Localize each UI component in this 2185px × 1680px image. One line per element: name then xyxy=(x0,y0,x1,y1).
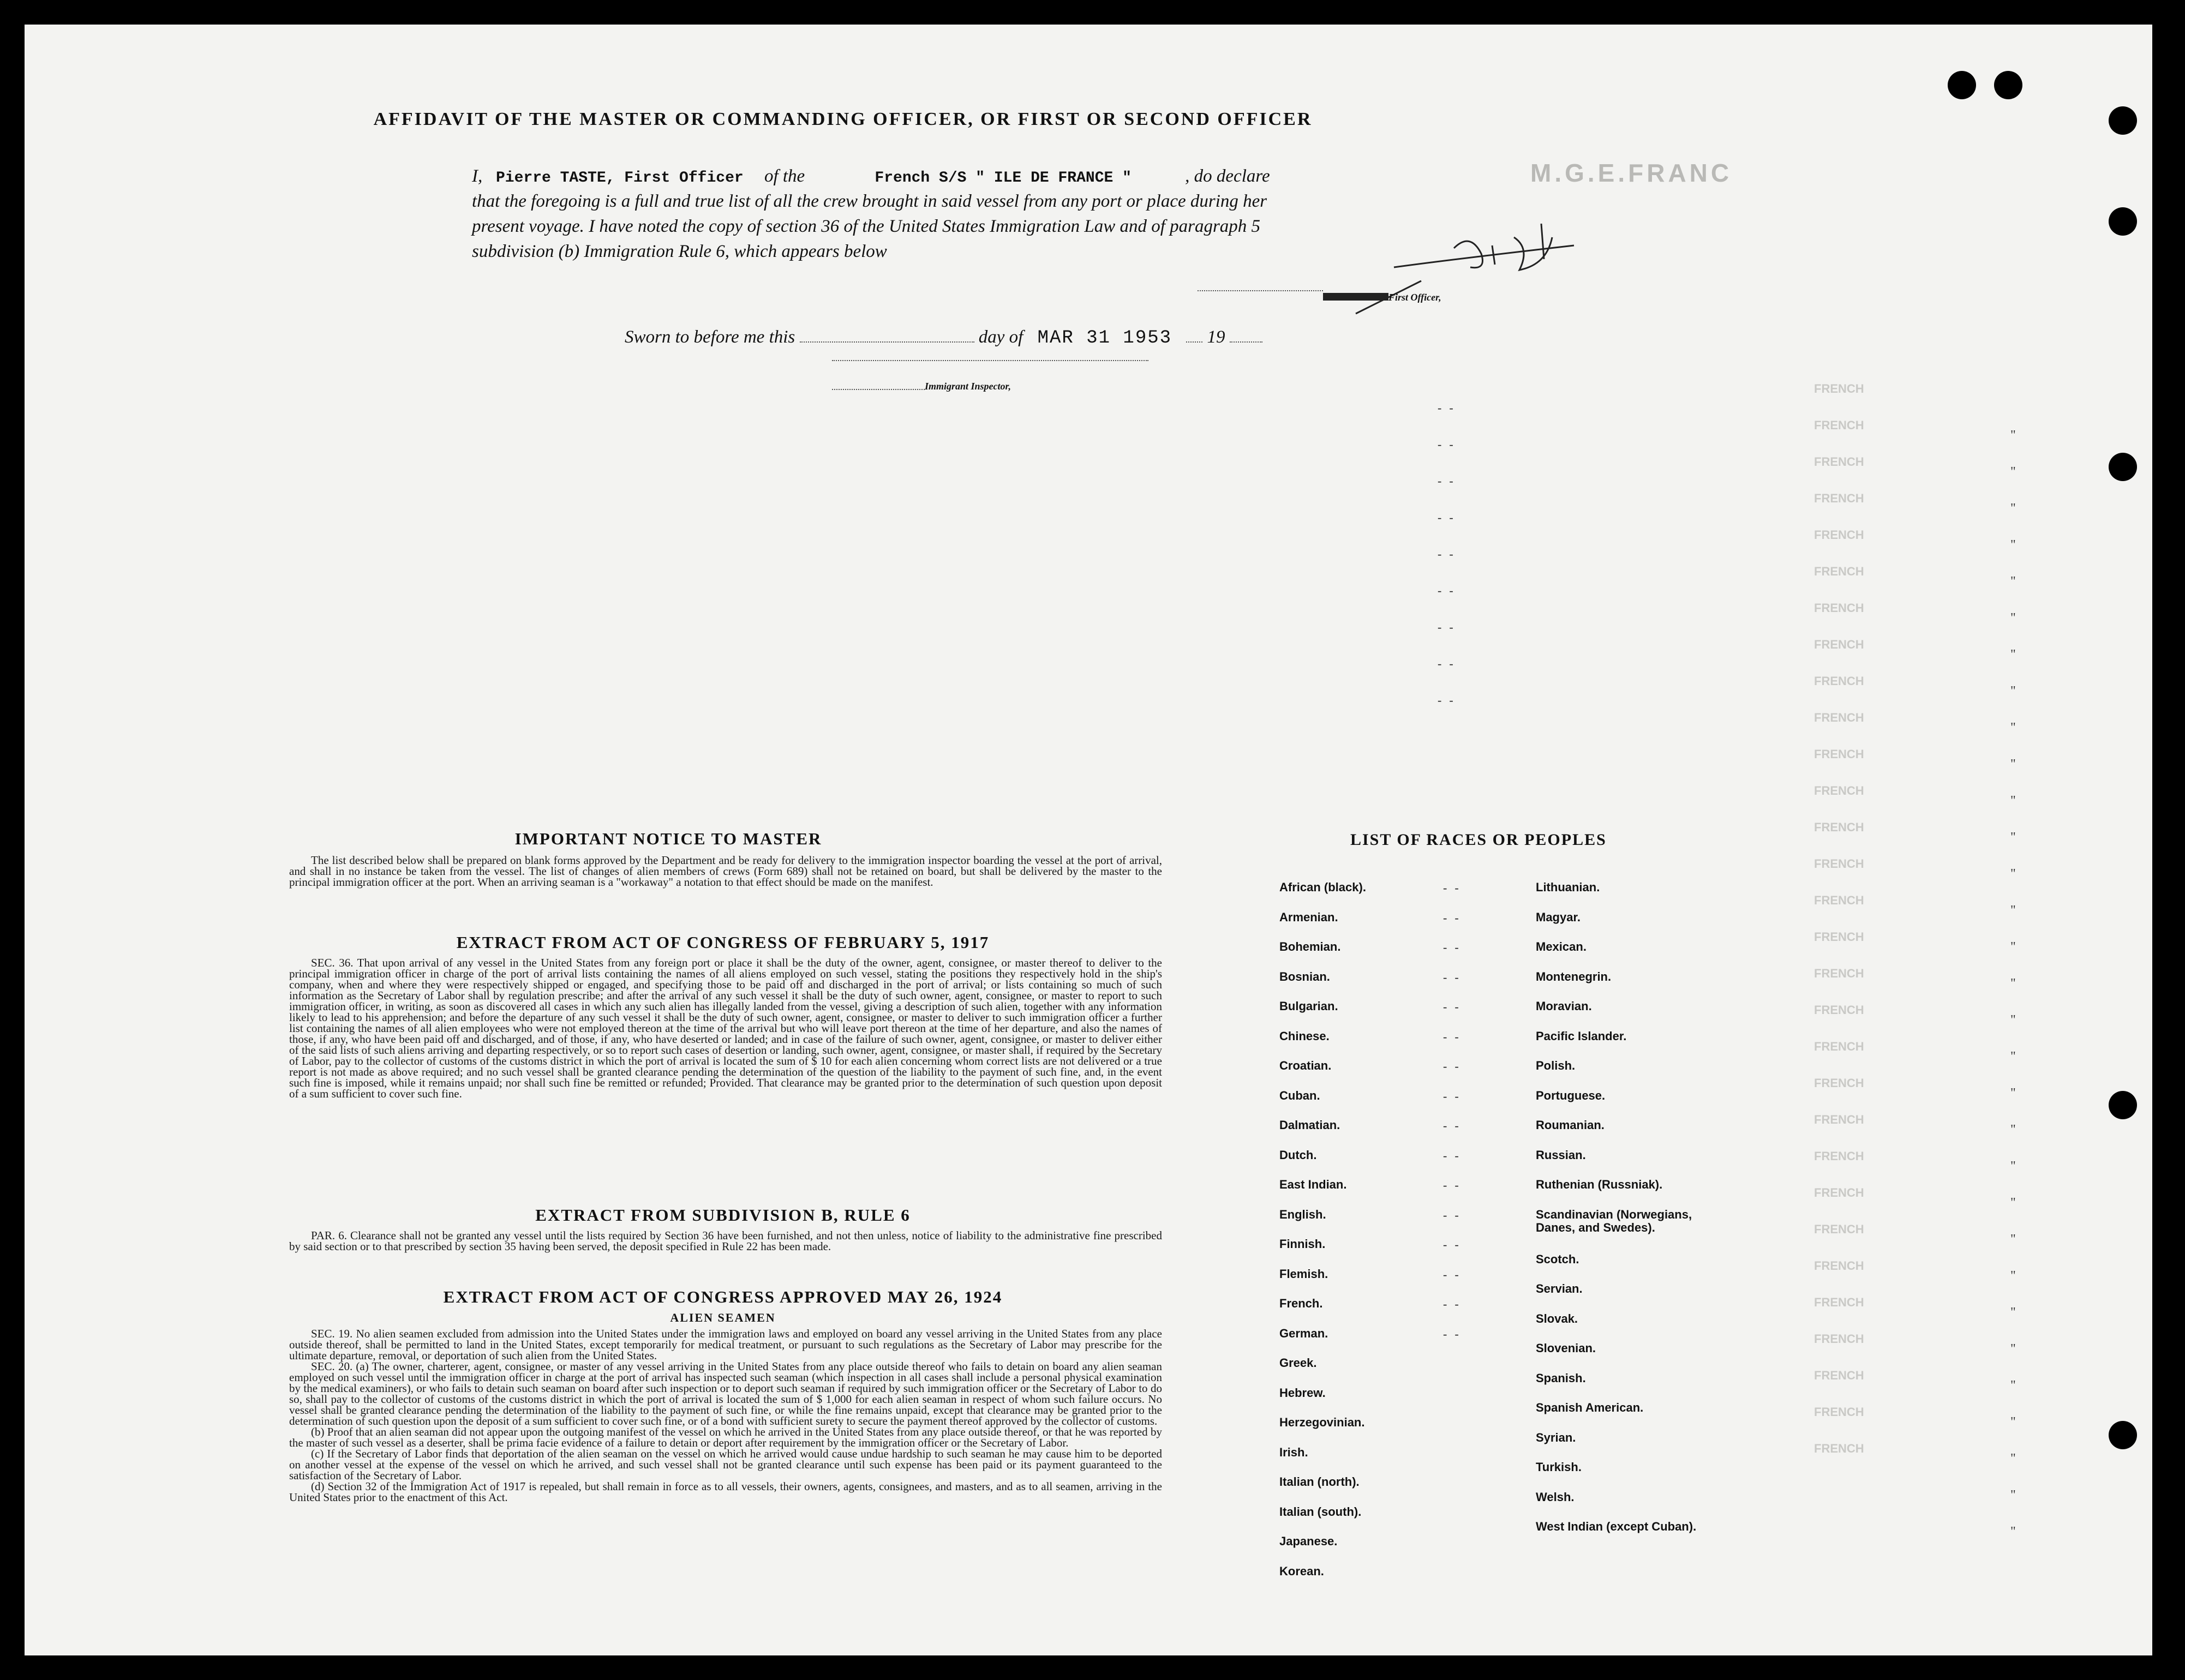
date-stamp: MAR 31 1953 xyxy=(1037,328,1172,349)
list-item: Scotch. xyxy=(1536,1252,1579,1266)
declaration-line-1: I, Pierre TASTE, First Officer of the French S/S " ILE DE FRANCE " , do declare xyxy=(472,166,1270,187)
extract-1924-heading: EXTRACT FROM ACT OF CONGRESS APPROVED MAY 26, 1924 xyxy=(443,1287,1003,1306)
list-item: Magyar. xyxy=(1536,910,1581,924)
signature-line xyxy=(1198,290,1323,291)
list-item: Greek. xyxy=(1279,1356,1317,1370)
list-item: Armenian. xyxy=(1279,910,1338,924)
list-item: Croatian. xyxy=(1279,1059,1332,1072)
redaction-bar xyxy=(1323,293,1388,301)
list-item: Bulgarian. xyxy=(1279,999,1338,1013)
bleed-through-column: FRENCH FRENCH FRENCH FRENCH FRENCH FRENCH FRENCH FRENCH FRENCH FRENCH FRENCH FRENCH FRENCH FRENCH FRENCH FRENCH FRENCH FRENCH FRENCH FRENCH FRENCH FRENCH FRENCH FRENCH FRENCH FRENCH FRENCH FRENCH FRENCH FRENCH xyxy=(1814,382,1864,1455)
affidavit-title: AFFIDAVIT OF THE MASTER OR COMMANDING OFFICER, OR FIRST OR SECOND OFFICER xyxy=(373,109,1313,129)
alien-seamen-subheading: ALIEN SEAMEN xyxy=(670,1311,776,1324)
list-item: Moravian. xyxy=(1536,999,1592,1013)
list-item: Portuguese. xyxy=(1536,1088,1606,1102)
extract-1917-heading: EXTRACT FROM ACT OF CONGRESS OF FEBRUARY 5, 1917 xyxy=(456,933,990,952)
inspector-sign-line xyxy=(832,360,1148,361)
list-item: Finnish. xyxy=(1279,1237,1326,1251)
list-item: Italian (south). xyxy=(1279,1504,1362,1519)
list-item: Syrian. xyxy=(1536,1430,1576,1444)
punch-hole xyxy=(2109,453,2137,481)
list-item: Bosnian. xyxy=(1279,969,1330,983)
list-item: Bohemian. xyxy=(1279,940,1341,953)
list-item: West Indian (except Cuban). xyxy=(1536,1520,1697,1533)
races-heading: LIST OF RACES OR PEOPLES xyxy=(1350,831,1607,849)
list-item: Irish. xyxy=(1279,1445,1308,1459)
list-item: East Indian. xyxy=(1279,1178,1347,1191)
punch-hole xyxy=(2109,1091,2137,1119)
punch-hole xyxy=(1948,71,1976,99)
list-item: Roumanian. xyxy=(1536,1118,1605,1132)
list-item: Korean. xyxy=(1279,1564,1324,1578)
list-item: Spanish American. xyxy=(1536,1401,1644,1414)
list-item: Spanish. xyxy=(1536,1371,1586,1385)
list-item: Slovenian. xyxy=(1536,1341,1596,1355)
extract-1924-text: SEC. 19. No alien seamen excluded from admission into the United States under the immigration laws and employed on board any vessel arriving in the United States from any place outside thereof, shall be permitted to land in the United States, except temporarily for medical treatment, or pursuant to such regulations as the Secretary of Labor may prescribe for the ultimate departure, removal, or deportation of such alien from the United States. SEC. 20. (a) The owner, charterer, agent, consignee, or master of any vessel arriving in the United States from any place outside thereof who fails to detain on board any alien seaman employed on such vessel until the immigration officer in charge at the port of arrival has inspected such seaman (which inspection in all cases shall include a personal physical examination by the medical examiners), or who fails to detain such seaman on board after such inspection or to deport such seaman if required by such immigration officer or the Secretary of Labor to do so, shall pay to the collector of customs of the customs district in which the port of arrival is located the sum of $ 1,000 for each alien seaman in respect of whom such failure occurs. No vessel shall be granted clearance pending the determination of the liability to the payment of such fine, or while the fine remains unpaid, except that clearance may be granted prior to the determination of such question upon the deposit of a sum sufficient to cover such fine, or of a bond with sufficient surety to secure the payment thereof approved by the collector of customs. (b) Proof that an alien seaman did not appear upon the outgoing manifest of the vessel on which he arrived in the United States from any place outside thereof, or that he was reported by the master of such vessel as a deserter, shall be prima facie evidence of a failure to detain or deport after requirement by the immigration officer or the Secretary of Labor. (c) If the Secretary of Labor finds that deportation of the alien seaman on the vessel on which he arrived would cause undue hardship to such seaman he may cause him to be deported on another vessel at the expense of the vessel on which he arrived, and such vessel shall not be granted clearance until such expense has been paid or its payment guaranteed to the satisfaction of the Secretary of Labor. (d) Section 32 of the Immigration Act of 1917 is repealed, but shall remain in force as to all vessels, their owners, agents, consignees, and masters, and as to all seamen, arriving in the United States prior to the enactment of this Act. xyxy=(289,1327,1162,1504)
races-dash-column: -- -- -- -- -- -- -- -- -- -- -- -- -- -- -- -- xyxy=(1443,881,1466,1341)
list-item: Herzegovinian. xyxy=(1279,1415,1365,1429)
declaration-line-4: subdivision (b) Immigration Rule 6, which appears below xyxy=(472,242,887,261)
list-item: Flemish. xyxy=(1279,1267,1328,1281)
declaration-line-3: present voyage. I have noted the copy of section 36 of the United States Immigration Law and of paragraph 5 xyxy=(472,217,1261,236)
list-item: Dalmatian. xyxy=(1279,1118,1340,1132)
officer-name: Pierre TASTE, First Officer xyxy=(496,170,744,187)
list-item: Italian (north). xyxy=(1279,1475,1360,1489)
inspector-label: Immigrant Inspector, xyxy=(925,381,1011,392)
inspector-dots xyxy=(832,389,925,390)
list-item: Cuban. xyxy=(1279,1088,1320,1102)
list-item: German. xyxy=(1279,1326,1328,1340)
sworn-line: Sworn to before me this day of MAR 31 1953 19 xyxy=(625,325,1262,351)
notice-text: The list described below shall be prepared on blank forms approved by the Department and be ready for delivery to the immigration inspector boarding the vessel at the port of arrival, and shall in no instance be taken from the vessel. The list of changes of alien members of crews (Form 689) shall not be retained on board, but shall be delivered by the master to the principal immigration officer at the port. When an arriving seaman is a "workaway" a notation to that effect should be made on the manifest. xyxy=(289,854,1162,889)
races-right-column xyxy=(1536,881,1743,1550)
punch-hole xyxy=(2109,106,2137,135)
dash-column: -- -- -- -- -- -- -- -- -- xyxy=(1438,401,1461,707)
list-item: Turkish. xyxy=(1536,1460,1582,1474)
list-item: English. xyxy=(1279,1207,1326,1221)
notice-heading: IMPORTANT NOTICE TO MASTER xyxy=(514,829,822,848)
signature-mark xyxy=(1345,215,1650,325)
punch-hole xyxy=(2109,1421,2137,1449)
extract-rule6-text: PAR. 6. Clearance shall not be granted any vessel until the lists required by Section 36 have been furnished, and not then unless, notice of liability to the administrative fine prescribed by said section or to that prescribed by section 35 having been served, the deposit specified in Rule 22 has been made. xyxy=(289,1229,1162,1253)
list-item: African (black). xyxy=(1279,880,1366,894)
punch-hole xyxy=(2109,207,2137,236)
extract-1917-text: SEC. 36. That upon arrival of any vessel in the United States from any foreign port or place it shall be the duty of the owner, agent, consignee, or master thereof to deliver to the principal immigration officer in charge of the port of arrival lists containing the names of all aliens employed on such vessel, stating the positions they respectively hold in the ship's company, when and where they were respectively shipped or engaged, and specifying those to be paid off and discharged in the port of arrival; or lists containing so much of such information as the Secretary of Labor shall by regulation prescribe; and after the arrival of any such vessel it shall be the duty of such owner, agent, consignee, or master to report to such immigration officer, in writing, as soon as discovered all cases in which any such alien has illegally landed from the vessel, giving a description of such alien, together with any information likely to lead to his apprehension; and before the departure of any such vessel it shall be the duty of such owner, agent, consignee, or master to deliver to such immigration officer a further list containing the names of all alien employees who were not employed thereon at the time of the arrival but who will leave port thereon at the time of her departure, and also the names of those, if any, who have been paid off and discharged, and of those, if any, who have deserted or landed; and in case of the failure of such owner, agent, consignee, or master to deliver either of the said lists of such aliens arriving and departing respectively, or so to report such cases of desertion or landing, such owner, agent, consignee, or master shall, if required by the Secretary of Labor, pay to the collector of customs of the customs district in which the port of arrival is located the sum of $ 10 for each alien concerning whom correct lists are not delivered or a true report is not made as above required; and no such vessel shall be granted clearance pending the determination of the question of the liability to the payment of such fine, and, in the event such fine is imposed, while it remains unpaid; nor shall such fine be remitted or refunded; Provided. That clearance may be granted prior to the determination of such question upon deposit of a sum sufficient to cover such fine. xyxy=(289,956,1162,1100)
list-item: Japanese. xyxy=(1279,1534,1338,1548)
list-item: Welsh. xyxy=(1536,1490,1575,1504)
document-page xyxy=(25,25,2152,1655)
list-item: Russian. xyxy=(1536,1148,1586,1162)
list-item: Polish. xyxy=(1536,1059,1576,1072)
list-item: Hebrew. xyxy=(1279,1385,1326,1400)
faint-stamp: M.G.E.FRANC xyxy=(1530,159,1733,187)
list-item: Montenegrin. xyxy=(1536,969,1612,983)
list-item: Slovak. xyxy=(1536,1311,1578,1325)
list-item: Dutch. xyxy=(1279,1148,1317,1162)
list-item: Mexican. xyxy=(1536,940,1587,953)
extract-rule6-heading: EXTRACT FROM SUBDIVISION B, RULE 6 xyxy=(535,1205,911,1225)
list-item: Chinese. xyxy=(1279,1029,1330,1043)
punch-hole xyxy=(1994,71,2022,99)
list-item: Pacific Islander. xyxy=(1536,1029,1627,1043)
list-item: Ruthenian (Russniak). xyxy=(1536,1178,1663,1191)
list-item: Servian. xyxy=(1536,1282,1583,1295)
signature-caption: First Officer, xyxy=(1388,292,1441,303)
declaration-line-2: that the foregoing is a full and true list of all the crew brought in said vessel from any port or place during her xyxy=(472,191,1267,211)
vessel-name: French S/S " ILE DE FRANCE " xyxy=(875,170,1132,187)
ditto-column: " " " " " " " " " " " " " " " " " " " " " " " " " " " " " " " xyxy=(2010,428,2016,1539)
list-item: Scandinavian (Norwegians, Danes, and Swedes). xyxy=(1536,1207,1692,1234)
list-item: French. xyxy=(1279,1297,1323,1310)
list-item: Lithuanian. xyxy=(1536,880,1600,894)
